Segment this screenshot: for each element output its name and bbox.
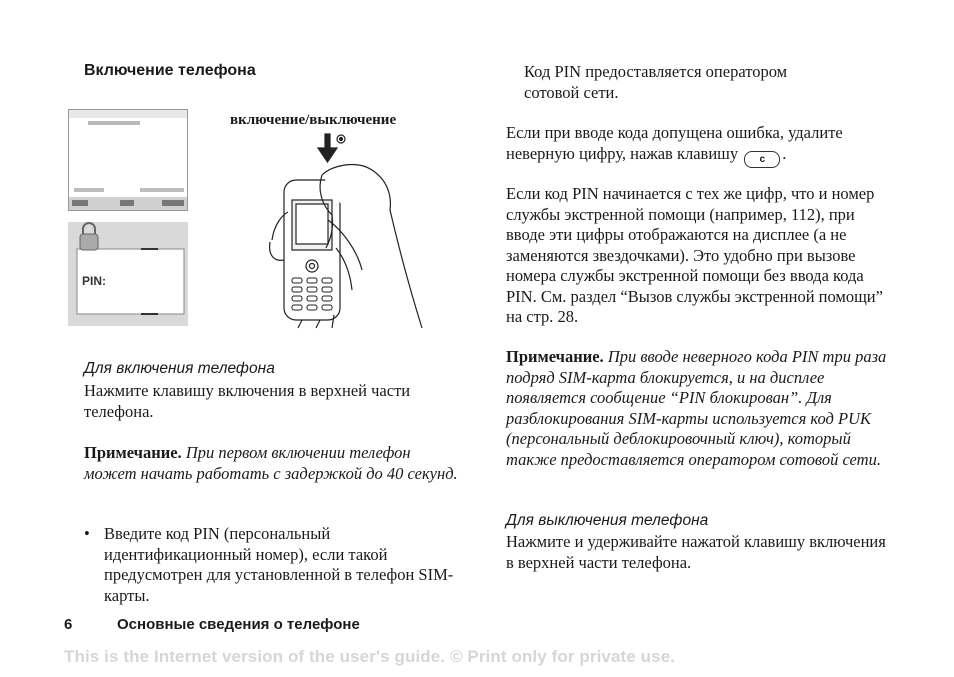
- bullet-mark: •: [84, 524, 90, 543]
- right-note: [506, 347, 894, 470]
- c-key-icon: c: [744, 151, 780, 168]
- pin-provider-text: Код PIN предоставляется оператором сотовой сети.: [524, 62, 788, 102]
- page-number: 6: [64, 616, 73, 633]
- footer-section-title: Основные сведения о телефоне: [117, 616, 360, 633]
- left-note: [84, 443, 464, 484]
- emergency-pin-text: Если код PIN начинается с тех же цифр, что и номер службы экстренной помощи (например, 112), при вводе эти цифры отображаются на дисплее (а не заменяются звездочками). Это удобно при вызове номера службы экстренной помощи без ввода кода PIN. См. раздел “Вызов службы экстренной помощи” на стр. 28.: [506, 184, 883, 326]
- note-text: При первом включении телефон может начать работать с задержкой до 40 секунд.: [84, 443, 458, 483]
- pin-screen-image: [68, 222, 188, 326]
- note-text: При вводе неверного кода PIN три раза подряд SIM-карта блокируется, и на дисплее появляется сообщение “PIN блокирован”. Для разблокирования SIM-карты используется код PUK (персональный деблокировочный ключ), который также предоставляется оператором сотовой сети.: [506, 347, 887, 469]
- pin-screen-label: PIN:: [82, 274, 106, 288]
- turn-off-instruction: Нажмите и удерживайте нажатой клавишу включения в верхней части телефона.: [506, 532, 886, 572]
- delete-digit-text: [506, 123, 894, 168]
- turn-off-subheading: Для выключения телефона: [506, 512, 709, 529]
- note-label: Примечание.: [506, 347, 604, 366]
- turn-on-subheading: Для включения телефона: [84, 360, 275, 377]
- turn-on-instruction: Нажмите клавишу включения в верхней части телефона.: [84, 381, 411, 421]
- delete-digit-end: .: [782, 143, 787, 163]
- delete-digit-sentence: Если при вводе кода допущена ошибка, удалите неверную цифру, нажав клавишу: [506, 123, 843, 163]
- watermark-text: This is the Internet version of the user's guide. © Print only for private use.: [64, 647, 676, 666]
- standby-screen-image: [68, 109, 188, 211]
- pin-bullet-text: Введите код PIN (персональный идентификационный номер), если такой предусмотрен для установленной в телефон SIM-карты.: [104, 524, 454, 605]
- note-label: Примечание.: [84, 443, 182, 462]
- power-key-caption: включение/выключение: [230, 112, 397, 128]
- phone-in-hand-illustration: [262, 130, 432, 330]
- section-heading: Включение телефона: [84, 62, 256, 79]
